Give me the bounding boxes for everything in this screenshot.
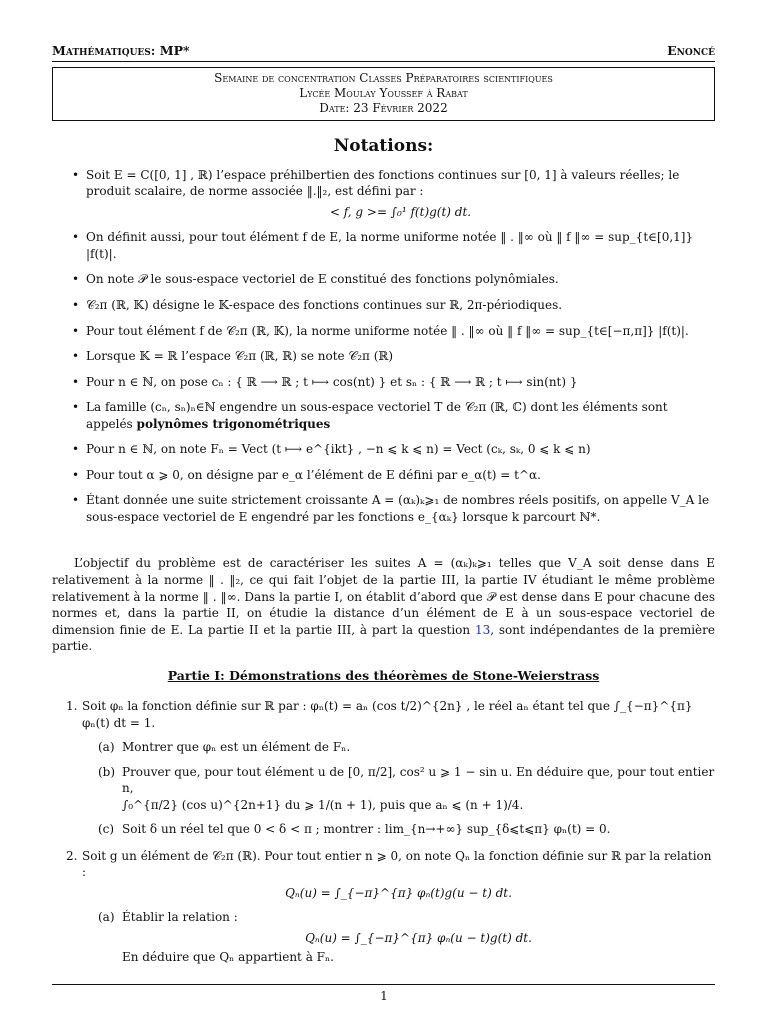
subquestion-label: (b) bbox=[98, 764, 116, 779]
note-text: Pour tout α ⩾ 0, on désigne par e_α l’élément de E défini par e_α(t) = t^α. bbox=[86, 467, 541, 482]
title-box bbox=[52, 67, 715, 121]
note-text: On note 𝒫 le sous-espace vectoriel de E constitué des fonctions polynômiales. bbox=[86, 272, 559, 287]
note-item bbox=[52, 167, 715, 221]
note-item bbox=[52, 374, 715, 391]
question-13-link[interactable]: 13 bbox=[474, 622, 491, 637]
note-item bbox=[52, 492, 715, 525]
subquestion-a bbox=[82, 909, 715, 965]
note-item bbox=[52, 229, 715, 262]
header-type: Enoncé bbox=[667, 43, 715, 58]
question-number: 1. bbox=[66, 698, 78, 713]
note-text: Étant donnée une suite strictement croissante A = (αₖ)ₖ⩾₁ de nombres réels positifs, on appelle V_A le sous-espace vectoriel de E engendré par les fonctions e_{αₖ} lorsque k parcourt ℕ*. bbox=[86, 493, 710, 524]
title-line-1: Semaine de concentration Classes Préparatoires scientifiques bbox=[214, 71, 553, 86]
question-number: 2. bbox=[66, 848, 78, 863]
subquestion-text: Soit δ un réel tel que 0 < δ < π ; montrer : lim_{n→+∞} sup_{δ⩽t⩽π} φₙ(t) = 0. bbox=[122, 822, 611, 837]
title-line-3: Date: 23 Février 2022 bbox=[319, 101, 448, 116]
question-1 bbox=[52, 698, 715, 838]
relation-formula: Qₙ(u) = ∫_{−π}^{π} φₙ(u − t)g(t) dt. bbox=[305, 931, 532, 945]
subquestion-label: (a) bbox=[98, 910, 115, 925]
note-text: Pour n ∈ ℕ, on pose cₙ : { ℝ ⟶ ℝ ; t ⟼ cos(nt) } et sₙ : { ℝ ⟶ ℝ ; t ⟼ sin(nt) } bbox=[86, 374, 578, 389]
qn-definition-formula: Qₙ(u) = ∫_{−π}^{π} φₙ(t)g(u − t) dt. bbox=[285, 885, 512, 900]
bold-term: polynômes trigonométriques bbox=[136, 416, 331, 431]
subquestion-label: (a) bbox=[98, 740, 115, 755]
intro-text: L’objectif du problème est de caractériser les suites A = (αₖ)ₖ⩾₁ telles que V_A soit dense dans E relativement à la norme ‖ . ‖₂, ce qui fait l’objet de la partie III, la partie IV étudiant le même problème relativement à la norme ‖ . ‖∞. Dans la partie I, on établit d’abord que 𝒫 est dense dans E pour chacune des normes et, dans la partie II, on étudie la distance d’un élément de E à un sous-espace vectoriel de dimension finie de E. La partie II et la partie III, à part la question bbox=[52, 556, 715, 637]
subquestion-text: Établir la relation : bbox=[122, 910, 238, 925]
note-item bbox=[52, 441, 715, 458]
subquestion-label: (c) bbox=[98, 822, 115, 837]
title-line-2: Lycée Moulay Youssef à Rabat bbox=[299, 86, 468, 101]
question-text: Soit g un élément de 𝒞₂π (ℝ). Pour tout entier n ⩾ 0, on note Qₙ la fonction définie sur ℝ par la relation : bbox=[82, 848, 712, 880]
note-text: On définit aussi, pour tout élément f de E, la norme uniforme notée ‖ . ‖∞ où ‖ f ‖∞ = sup_{t∈[0,1]} |f(t)|. bbox=[86, 230, 694, 261]
note-text: Pour tout élément f de 𝒞₂π (ℝ, 𝕂), la norme uniforme notée ‖ . ‖∞ où ‖ f ‖∞ = sup_{t∈[−π,π]} |f(t)|. bbox=[86, 323, 689, 338]
note-text: Lorsque 𝕂 = ℝ l’espace 𝒞₂π (ℝ, ℝ) se note 𝒞₂π (ℝ) bbox=[86, 349, 394, 364]
header-rule bbox=[52, 61, 715, 62]
note-item bbox=[52, 271, 715, 288]
running-header bbox=[52, 42, 715, 59]
notations-heading: Notations: bbox=[333, 136, 434, 157]
inner-product-formula: < f, g >= ∫₀¹ f(t)g(t) dt. bbox=[329, 204, 472, 219]
question-2 bbox=[52, 848, 715, 965]
introduction-paragraph bbox=[52, 555, 715, 654]
note-item bbox=[52, 323, 715, 340]
note-item bbox=[52, 348, 715, 365]
note-item bbox=[52, 297, 715, 314]
header-subject: Mathématiques: MP* bbox=[52, 43, 190, 58]
notations-list bbox=[52, 167, 715, 526]
note-text: 𝒞₂π (ℝ, 𝕂) désigne le 𝕂-espace des fonctions continues sur ℝ, 2π-périodiques. bbox=[86, 297, 563, 312]
note-item bbox=[52, 399, 715, 432]
subquestion-text-cont: ∫₀^{π/2} (cos u)^{2n+1} du ⩾ 1/(n + 1), puis que aₙ ⩽ (n + 1)/4. bbox=[122, 797, 524, 812]
subquestion-text: Montrer que φₙ est un élément de Fₙ. bbox=[122, 740, 351, 755]
intro-text-end: , sont indépendantes de la première partie. bbox=[52, 622, 715, 654]
part-title: Partie I: Démonstrations des théorèmes de Stone-Weierstrass bbox=[167, 667, 600, 683]
page-number: 1 bbox=[380, 989, 388, 1003]
document-page bbox=[52, 42, 715, 975]
subquestion-conclusion: En déduire que Qₙ appartient à Fₙ. bbox=[122, 949, 334, 964]
subquestion-text: Prouver que, pour tout élément u de [0, π/2], cos² u ⩾ 1 − sin u. En déduire que, pour tout entier n, bbox=[122, 764, 715, 796]
subquestion-c bbox=[82, 821, 715, 838]
question-text: Soit φₙ la fonction définie sur ℝ par : φₙ(t) = aₙ (cos t/2)^{2n} , le réel aₙ étant tel que ∫_{−π}^{π} φₙ(t) dt = 1. bbox=[82, 698, 693, 730]
subquestion-a bbox=[82, 739, 715, 756]
note-item bbox=[52, 467, 715, 484]
note-text: Soit E = C([0, 1] , ℝ) l’espace préhilbertien des fonctions continues sur [0, 1] à valeurs réelles; le produit scalaire, de norme associée ‖.‖₂, est défini par : bbox=[86, 167, 680, 199]
note-text: La famille (cₙ, sₙ)ₙ∈ℕ engendre un sous-espace vectoriel T de 𝒞₂π (ℝ, ℂ) dont les éléments sont appelés bbox=[86, 400, 668, 431]
footer-rule bbox=[52, 984, 715, 985]
subquestion-b bbox=[82, 764, 715, 814]
note-text: Pour n ∈ ℕ, on note Fₙ = Vect (t ⟼ e^{ikt} , −n ⩽ k ⩽ n) = Vect (cₖ, sₖ, 0 ⩽ k ⩽ n) bbox=[86, 442, 591, 457]
